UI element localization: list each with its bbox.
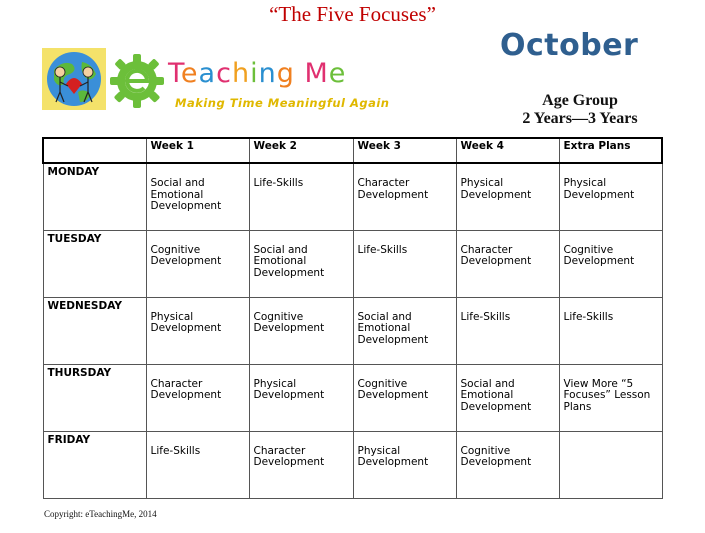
column-header-week-1: Week 1: [146, 138, 249, 163]
table-cell: Character Development: [249, 431, 353, 498]
table-cell: Physical Development: [456, 163, 559, 230]
row-day-label: THURSDAY: [43, 364, 146, 431]
table-cell: Physical Development: [249, 364, 353, 431]
brand-name: [168, 58, 346, 89]
brand-letter: n: [258, 58, 277, 89]
gear-e-icon: [108, 52, 166, 110]
column-header-week-2: Week 2: [249, 138, 353, 163]
table-cell: Social and Emotional Development: [456, 364, 559, 431]
table-row: [43, 364, 662, 431]
row-day-label: MONDAY: [43, 163, 146, 230]
row-day-label: WEDNESDAY: [43, 297, 146, 364]
table-cell: Cognitive Development: [456, 431, 559, 498]
brand-tagline: Making Time Meaningful Again: [175, 96, 390, 110]
brand-letter: g: [276, 58, 295, 89]
column-header-week-3: Week 3: [353, 138, 456, 163]
table-cell: Cognitive Development: [353, 364, 456, 431]
table-cell: Cognitive Development: [249, 297, 353, 364]
table-cell: Life-Skills: [249, 163, 353, 230]
table-header-row: [43, 138, 662, 163]
table-cell: Physical Development: [559, 163, 662, 230]
lesson-plan-table: [42, 137, 663, 499]
table-cell: Character Development: [456, 230, 559, 297]
table-row: [43, 297, 662, 364]
brand-letter: h: [231, 58, 251, 89]
table-row: [43, 230, 662, 297]
table-cell: Life-Skills: [146, 431, 249, 498]
table-cell: [559, 431, 662, 498]
table-cell: Physical Development: [353, 431, 456, 498]
table-cell: Cognitive Development: [559, 230, 662, 297]
age-group-label: Age Group: [542, 92, 618, 109]
view-more-lesson-plans-link[interactable]: View More “5 Focuses” Lesson Plans: [559, 364, 662, 431]
brand-letter: a: [198, 58, 217, 89]
age-group-range: 2 Years—3 Years: [522, 110, 638, 127]
month-heading: October: [500, 28, 639, 63]
table-cell: Cognitive Development: [146, 230, 249, 297]
table-cell: Social and Emotional Development: [146, 163, 249, 230]
page-title: “The Five Focuses”: [269, 2, 436, 26]
table-cell: Character Development: [146, 364, 249, 431]
brand-letter: e: [180, 58, 199, 89]
brand-letter: e: [328, 58, 347, 89]
table-cell: Social and Emotional Development: [249, 230, 353, 297]
brand-letter: [295, 58, 305, 89]
column-header-extra-plans: Extra Plans: [559, 138, 662, 163]
table-cell: Life-Skills: [456, 297, 559, 364]
brand-letter: i: [250, 58, 259, 89]
copyright-notice: Copyright: eTeachingMe, 2014: [44, 509, 157, 519]
row-day-label: FRIDAY: [43, 431, 146, 498]
column-header-day: [43, 138, 146, 163]
table-cell: Life-Skills: [353, 230, 456, 297]
brand-letter: M: [304, 58, 329, 89]
brand-letter: T: [168, 58, 181, 89]
row-day-label: TUESDAY: [43, 230, 146, 297]
brand-letter: c: [216, 58, 232, 89]
table-row: [43, 163, 662, 230]
globe-with-kids-icon: [42, 48, 106, 110]
table-cell: Physical Development: [146, 297, 249, 364]
table-cell: Social and Emotional Development: [353, 297, 456, 364]
age-group: [505, 92, 655, 128]
column-header-week-4: Week 4: [456, 138, 559, 163]
table-row: [43, 431, 662, 498]
table-cell: Life-Skills: [559, 297, 662, 364]
table-cell: Character Development: [353, 163, 456, 230]
